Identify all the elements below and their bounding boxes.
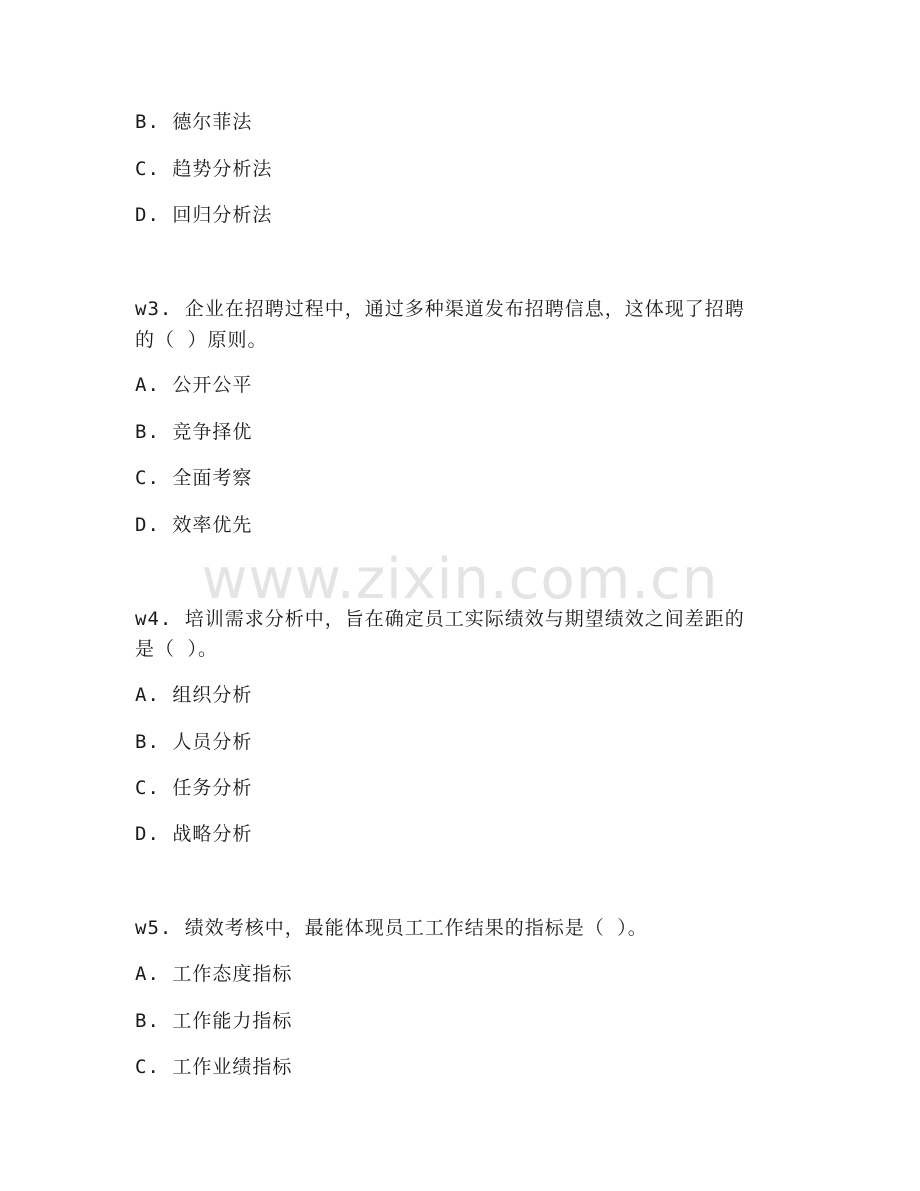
q3-option-b: B. 竞争择优	[135, 421, 253, 443]
q3-option-c: C. 全面考察	[135, 467, 253, 489]
q3-stem-line2: 的（ ）原则。	[135, 329, 268, 351]
q5-option-b: B. 工作能力指标	[135, 1010, 293, 1032]
q2-option-c: C. 趋势分析法	[135, 158, 273, 180]
watermark: www.zixin.com.cn	[201, 547, 719, 612]
q3-option-a: A. 公开公平	[135, 374, 253, 396]
q4-option-a: A. 组织分析	[135, 684, 253, 706]
q5-option-c: C. 工作业绩指标	[135, 1056, 293, 1078]
q4-option-c: C. 任务分析	[135, 777, 253, 799]
q5-option-a: A. 工作态度指标	[135, 963, 293, 985]
q3-stem-line1: w3. 企业在招聘过程中，通过多种渠道发布招聘信息，这体现了招聘	[135, 298, 745, 320]
q4-option-b: B. 人员分析	[135, 731, 253, 753]
q4-stem-line1: w4. 培训需求分析中，旨在确定员工实际绩效与期望绩效之间差距的	[135, 608, 745, 630]
q2-option-d: D. 回归分析法	[135, 204, 273, 226]
q3-option-d: D. 效率优先	[135, 514, 253, 536]
q4-stem-line2: 是（ ）。	[135, 638, 218, 660]
q4-option-d: D. 战略分析	[135, 823, 253, 845]
q2-option-b: B. 德尔菲法	[135, 111, 253, 133]
q5-stem-line1: w5. 绩效考核中，最能体现员工工作结果的指标是（ ）。	[135, 917, 648, 939]
